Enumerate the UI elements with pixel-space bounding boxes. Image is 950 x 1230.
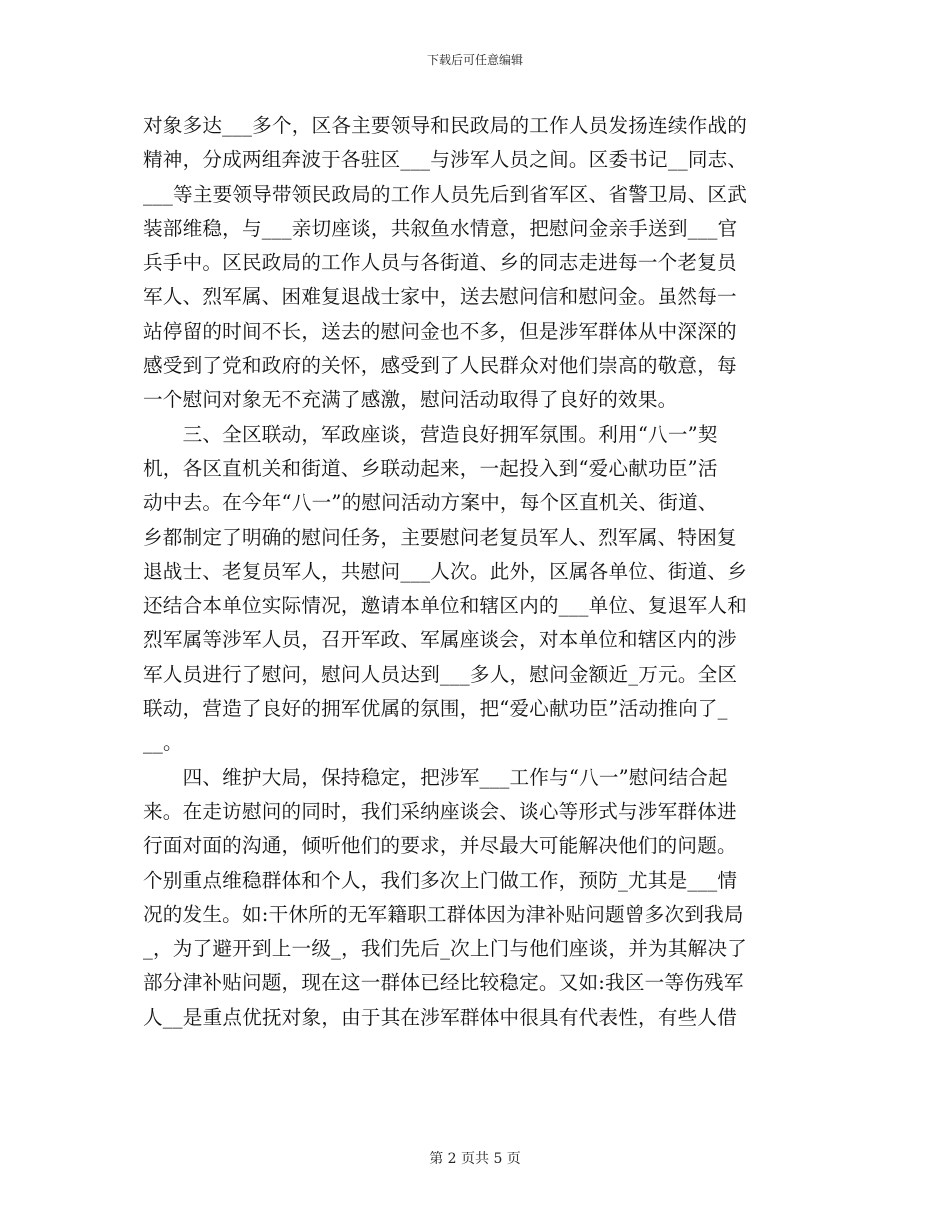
body-line: 人__是重点优抚对象，由于其在涉军群体中很具有代表性，有些人借 <box>143 1005 738 1029</box>
body-line: 感受到了党和政府的关怀，感受到了人民群众对他们崇高的敬意，每 <box>143 354 737 378</box>
body-line: 退战士、老复员军人，共慰问___人次。此外，区属各单位、街道、乡 <box>143 559 748 583</box>
body-line: __。 <box>143 731 183 755</box>
body-line: 况的发生。如:干休所的无军籍职工群体因为津补贴问题曾多次到我局 <box>143 902 744 926</box>
body-line: 精神，分成两组奔波于各驻区___与涉军人员之间。区委书记__同志、 <box>143 148 748 172</box>
body-line: 行面对面的沟通，倾听他们的要求，并尽最大可能解决他们的问题。 <box>143 834 737 858</box>
body-line: 机，各区直机关和街道、乡联动起来，一起投入到“爱心献功臣”活 <box>143 456 718 480</box>
body-line: 个别重点维稳群体和个人，我们多次上门做工作，预防_尤其是___情 <box>143 868 738 892</box>
body-line: 站停留的时间不长，送去的慰问金也不多，但是涉军群体从中深深的 <box>143 319 737 343</box>
body-line: 动中去。在今年“八一”的慰问活动方案中，每个区直机关、街道、 <box>143 491 718 515</box>
body-line: 联动，营造了良好的拥军优属的氛围，把“爱心献功臣”活动推向了_ <box>143 697 728 721</box>
body-line: 四、维护大局，保持稳定，把涉军___工作与“八一”慰问结合起 <box>143 765 728 789</box>
body-line: 来。在走访慰问的同时，我们采纳座谈会、谈心等形式与涉军群体进 <box>143 799 737 823</box>
body-line: ___等主要领导带领民政局的工作人员先后到省军区、省警卫局、区武 <box>143 182 748 206</box>
document-body <box>143 109 813 1035</box>
page-footer: 第 2 页共 5 页 <box>429 1151 521 1167</box>
body-line: 部分津补贴问题，现在这一群体已经比较稳定。又如:我区一等伤残军 <box>143 971 744 995</box>
body-line: 一个慰问对象无不充满了感激，慰问活动取得了良好的效果。 <box>143 388 678 412</box>
body-line: 军人、烈军属、困难复退战士家中，送去慰问信和慰问金。虽然每一 <box>143 285 737 309</box>
body-line: 兵手中。区民政局的工作人员与各街道、乡的同志走进每一个老复员 <box>143 251 737 275</box>
body-line: 还结合本单位实际情况，邀请本单位和辖区内的___单位、复退军人和 <box>143 594 748 618</box>
body-line: _，为了避开到上一级_，我们先后_次上门与他们座谈，并为其解决了 <box>143 937 748 961</box>
body-line: 乡都制定了明确的慰问任务，主要慰问老复员军人、烈军属、特困复 <box>143 525 737 549</box>
body-line: 烈军属等涉军人员，召开军政、军属座谈会，对本单位和辖区内的涉 <box>143 628 737 652</box>
body-line: 装部维稳，与___亲切座谈，共叙鱼水情意，把慰问金亲手送到___官 <box>143 216 738 240</box>
body-line: 对象多达___多个，区各主要领导和民政局的工作人员发扬连续作战的 <box>143 114 748 137</box>
body-line: 三、全区联动，军政座谈，营造良好拥军氛围。利用“八一”契 <box>143 422 718 446</box>
page-header: 下载后可任意编辑 <box>426 53 523 67</box>
body-line: 军人员进行了慰问，慰问人员达到___多人，慰问金额近_万元。全区 <box>143 662 738 686</box>
